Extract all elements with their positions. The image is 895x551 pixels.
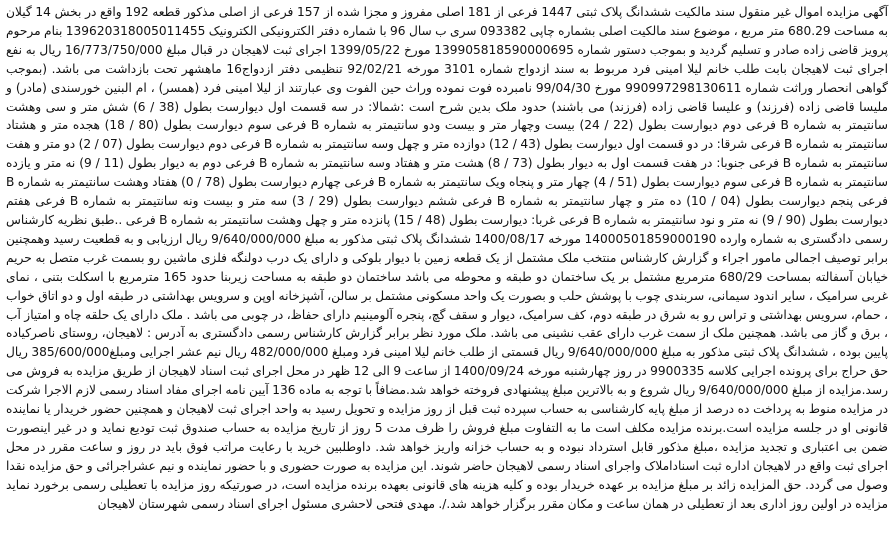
- notice-body-text: آگهی مزایده اموال غیر منقول سند مالکیت ششدانگ پلاک ثبتی 1447 فرعی از 181 اصلی مفروز و مجزا شده از 157 فرعی از اصلی مذکور قطعه 192 واقع در بخش 14 گیلان به مساحت 680.29 متر مربع ، موضوع سند مالکیت اصلی بشماره چاپی 093382 سری ب سال 96 با شماره دفتر الکترونیکی الکترونیک 139620318005011455 بنام مرحوم پرویز قاضی زاده صادر و تسلیم گردید و بموجب دستور شماره 139905818590000695 مورخ 1399/05/22 اجرای ثبت لاهیجان در قبال مبلغ 16/773/750/000 ریال به نفع اجرای ثبت لاهیجان بابت طلب خانم لیلا امینی فرد مربوط به سند ازدواج شماره 3101 مورخه 92/02/21 تنظیمی دفتر ازدواج16 ماهشهر تحت بازداشت می باشد. (بموجب گواهی انحصار وراثت شماره 990997298130611 مورخ 99/04/30 نامبرده فوت نموده وراث حین الفوت وی عبارتند از لیلا امینی فرد (همسر) ، ام البنین خورسندی (مادر) و ملیسا قاضی زاده (فرزند) و علیسا قاضی زاده (فرزند) می باشند) حدود ملک بدین شرح است :شمالا: در سه قسمت اول دیوارست بطول (38 / 6) شش متر و سی وهشت سانتیمتر به شماره B فرعی دوم دیوارست بطول (22 / 24) بیست وچهار متر و بیست ودو سانتیمتر به شماره B فرعی سوم دیوارست بطول (80 / 18) هجده متر و هشتاد سانتیمتر به شماره B فرعی شرقا: در دو قسمت اول دیوارست بطول (43 / 12) دوازده متر و چهل وسه سانتیمتر به شماره B فرعی دوم دیوارست بطول (07 / 2) دو متر و هفت سانتیمتر به شماره B فرعی جنوبا: در هفت قسمت اول به دیوار بطول (73 / 8) هشت متر و هفتاد وسه سانتیمتر به شماره B فرعی دوم به دیوار بطول (11 / 9) نه متر و یازده سانتیمتر به شماره B فرعی سوم دیوارست بطول (51 / 4) چهار متر و پنجاه ویک سانتیمتر به شماره B فرعی چهارم دیوارست بطول (78 / 0) هفتاد وهشت سانتیمتر به شماره B فرعی پنجم دیوارست بطول (04 / 10) ده متر و چهار سانتیمتر به شماره B فرعی ششم دیوارست بطول (29 / 3) سه متر و بیست ونه سانتیمتر به شماره B فرعی هفتم دیوارست بطول (90 / 9) نه متر و نود سانتیمتر به شماره B فرعی غربا: دیوارست بطول (48 / 15) پانزده متر و چهل وهشت سانتیمتر به شماره B فرعی ..طبق نظریه کارشناس رسمی دادگستری به شماره وارده 14000501859000190 مورخه 1400/08/17 ششدانگ پلاک ثبتی مذکور به مبلغ 9/640/000/000 ریال ارزیابی و به قطعیت رسید وهمچنین برابر توصیف اجمالی مامور اجراء و گزارش کارشناس منتخب ملک مشتمل از یک قطعه زمین با دیوار بلوکی و دارای یک درب دولنگه فلزی ماشین رو بسمت غرب متصل به حریم خیابان آسفالته بمساحت 680/29 مترمربع مشتمل بر یک ساختمان دو طبقه و محوطه می باشد ساختمان دو طبقه به مساحت زیربنا حدود 165 مترمربع با اسکلت بتنی ، نمای غربی سرامیک ، سایر اندود سیمانی، سربندی چوب با پوشش حلب و بصورت یک واحد مسکونی مشتمل بر سالن، آشپزخانه اوپن و سرویس بهداشتی در طبقه اول و دو اتاق خواب ، حمام، سرویس بهداشتی و تراس رو به شرق در طبقه دوم، کف سرامیک، دیوار و سقف گچ، پنجره آلومینیم دارای حفاظ، در چوبی می باشد . ملک دارای یک حلقه چاه و امتیاز آب ، برق و گاز می باشد. همچنین ملک از سمت غرب دارای عقب نشینی می باشد. ملک مورد نظر برابر گزارش کارشناس رسمی دادگستری به آدرس : لاهیجان، روستای ناصرکیاده پایین بوده ، ششدانگ پلاک ثبتی مذکور به مبلغ 9/640/000/000 ریال قسمتی از طلب خانم لیلا امینی فرد ومبلغ 482/000/000 ریال نیم عشر اجرایی ومبلغ385/600/000 ریال حق حراج برای پرونده اجرایی کلاسه 9900335 در روز چهارشنبه مورخه 1400/09/24 از ساعت 9 الی 12 ظهر در محل اجرای ثبت اسناد لاهیجان از طریق مزایده به فروش می رسد.مزایده از مبلغ 9/640/000/000 ریال شروع و به بالاترین مبلغ پیشنهادی فروخته خواهد شد.مضافاً با توجه به ماده 136 آیین نامه اجرای مفاد اسناد رسمی لازم الاجرا شرکت در مزایده منوط به پرداخت ده درصد از مبلغ پایه کارشناسی به حساب سپرده ثبت قبل از روز مزایده و تحویل رسید به واحد اجرای ثبت لاهیجان و همچنین حضور خریدار یا نماینده قانونی او در جلسه مزایده است.برنده مزایده مکلف است ما به التفاوت مبلغ فروش را ظرف مدت 5 روز از تاریخ مزایده به حساب صندوق ثبت تودیع نماید و در غیر اینصورت ضمن بی اعتباری و تجدید مزایده ،مبلغ مذکور قابل استرداد نبوده و به حساب خزانه واریز خواهد شد. داوطلبین خرید با رعایت مراتب فوق باید در روز و ساعت مقرر در محل اجرای ثبت واقع در لاهیجان اداره ثبت اسناداملاک واجرای اسناد رسمی لاهیجان حاضر شوند. این مزایده به صورت حضوری و با حضور نماینده و نیم عشراجرائی و حق مزایده نقدا وصول می گردد. حق المزایده زائد بر مبلغ مزایده بر عهده خریدار بوده و کلیه هزینه های قانونی بعهده برنده مزایده است، در صورتیکه روز مزایده با تعطیلی رسمی برخورد نماید مزایده در اولین روز اداری بعد از تعطیلی در همان ساعت و مکان مقرر برگزار خواهد شد./. مهدی فتحی لاحشری مسئول اجرای اسناد رسمی شهرستان لاهیجان: [6, 5, 889, 511]
